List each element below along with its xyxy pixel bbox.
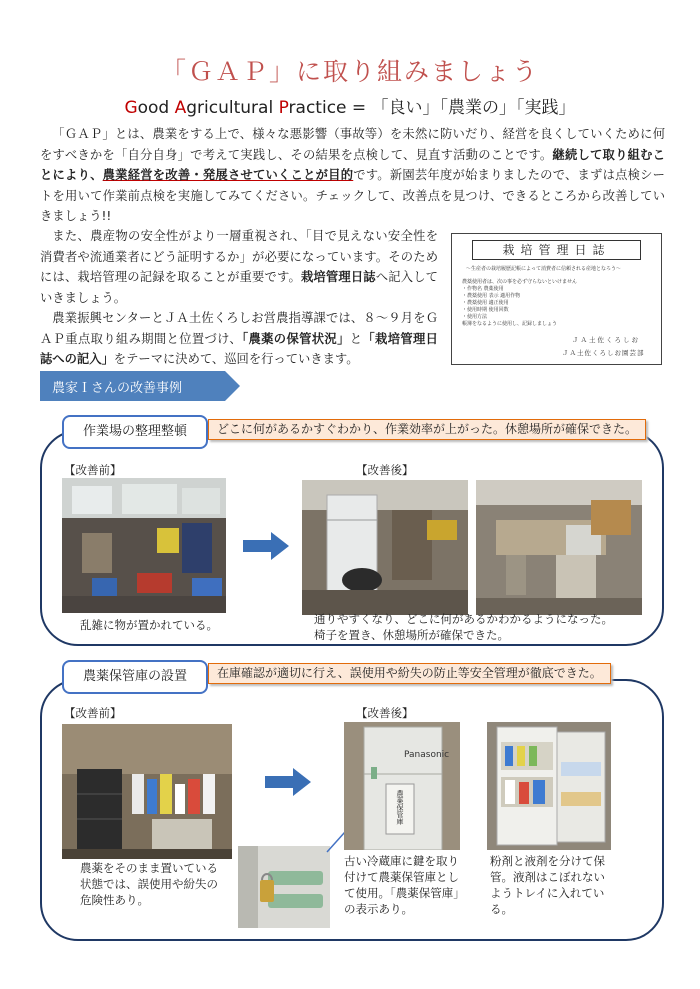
cultivation-diary-image bbox=[451, 233, 662, 365]
intro-paragraph-2 bbox=[40, 226, 438, 308]
workplace-after-caption-1: 通りやすくなり、どこに何があるかわかるようになった。 bbox=[314, 612, 613, 626]
arrow-right-icon bbox=[243, 532, 289, 560]
diary-title: 栽培管理日誌 bbox=[472, 240, 641, 260]
lock-closeup-photo bbox=[238, 846, 330, 928]
subtitle-prac: ractice bbox=[288, 98, 347, 118]
diary-line: 農薬使用者は、次の事を必ず守らないといけません bbox=[462, 279, 578, 285]
diary-line: ・農薬使用 適正使用 bbox=[462, 300, 509, 306]
intro-emphasis-1: 継続して取り組むことにより、 bbox=[40, 147, 665, 182]
workplace-after-photo-2 bbox=[476, 480, 642, 615]
fridge-interior-photo bbox=[487, 722, 611, 850]
after-label: 【改善後】 bbox=[356, 463, 414, 477]
intro-text: へ記入していきましょう。 bbox=[40, 270, 438, 305]
subtitle-agri: gricultural bbox=[186, 98, 279, 118]
intro-text: 「ＧＡＰ」とは、農業をする上で、様々な悪影響（事故等）を未然に防いだり、経営を良くしていくために何をすべきかを「自分自身」で考えて実践し、その結果を点検して、見直す活動のことです。 bbox=[40, 127, 665, 162]
diary-org-1: ＪＡ土佐くろしお bbox=[572, 336, 640, 344]
subtitle-g: G bbox=[124, 98, 138, 118]
subtitle-eq: = 「良い」「農業の」「実践」 bbox=[346, 98, 576, 118]
intro-emphasis-diary: 栽培管理日誌 bbox=[300, 270, 376, 284]
intro-paragraph-3 bbox=[40, 308, 438, 370]
intro-text: また、農産物の安全性がより一層重視され、「目で見えない安全性を消費者や流通業者にどう証明するか」が必要になっています。そのためには、栽培管理の記録を取ることが重要です。 bbox=[40, 229, 438, 284]
diary-line: ・作物名 農薬使用 bbox=[462, 286, 504, 292]
diary-org-2: ＪＡ土佐くろしお園芸部 bbox=[562, 349, 645, 357]
intro-text: です。新園芸年度が始まりましたので、まずは点検シートを用いて作業前点検を実施してみてください。チェックして、改善点を見つけ、できるところから改善していきましょう!! bbox=[40, 168, 665, 223]
section-storage-result: 在庫確認が適切に行え、誤使用や紛失の防止等安全管理が徹底できた。 bbox=[208, 663, 611, 684]
section-workplace-label: 作業場の整理整頓 bbox=[62, 415, 208, 449]
chemicals-before-caption: 農薬をそのまま置いている状態では、誤使用や紛失の危険性あり。 bbox=[80, 861, 218, 907]
intro-emphasis-2: 農業経営を改善・発展させていくことが目的 bbox=[102, 168, 354, 182]
section-storage-label: 農薬保管庫の設置 bbox=[62, 660, 208, 694]
fridge-label-text: 農薬保管庫 bbox=[396, 790, 404, 825]
arrow-right-icon bbox=[265, 768, 311, 796]
diary-line: ・農薬使用 表示 適用作物 bbox=[462, 293, 521, 299]
section-workplace-result: どこに何があるかすぐわかり、作業効率が上がった。休憩場所が確保できた。 bbox=[208, 419, 646, 440]
diary-line: 帳簿をなるように使用し、記録しましょう bbox=[462, 321, 558, 327]
subtitle-a: A bbox=[174, 98, 187, 118]
before-label: 【改善前】 bbox=[64, 706, 122, 720]
intro-paragraph-1 bbox=[40, 124, 665, 227]
subtitle-p: P bbox=[278, 98, 289, 118]
intro-emphasis-diary-entry: 「栽培管理日誌への記入」 bbox=[40, 331, 438, 366]
chemical-storage-fridge-photo bbox=[344, 722, 460, 850]
chemicals-before-photo bbox=[62, 724, 232, 859]
intro-text: と bbox=[349, 331, 363, 346]
storage-after-caption-1: 古い冷蔵庫に鍵を取り付けて農薬保管庫として使用。「農薬保管庫」の表示あり。 bbox=[344, 854, 459, 916]
diary-line: ・使用時期 使用回数 bbox=[462, 307, 509, 313]
diary-line: ・使用方法 bbox=[462, 314, 488, 320]
before-label: 【改善前】 bbox=[64, 463, 122, 477]
storage-after-caption-2: 粉剤と液剤を分けて保管。液剤はこぼれないようトレイに入れている。 bbox=[490, 854, 605, 916]
intro-text: 農業振興センターとＪＡ土佐くろしお営農指導課では、８～９月をＧＡＰ重点取り組み期間と位置づけ、 bbox=[40, 311, 438, 346]
intro-text: をテーマに決めて、巡回を行っていきます。 bbox=[113, 352, 359, 366]
case-banner-text: 農家Ｉさんの改善事例 bbox=[52, 381, 183, 396]
workplace-after-photo-1 bbox=[302, 480, 468, 615]
fridge-brand-text: Panasonic bbox=[404, 750, 450, 760]
workplace-before-caption: 乱雑に物が置かれている。 bbox=[80, 618, 218, 632]
workplace-after-caption-2: 椅子を置き、休憩場所が確保できた。 bbox=[314, 628, 510, 642]
diary-line: ～生産者の栽培履歴記帳によって消費者に信頼される産地となろう～ bbox=[466, 266, 622, 272]
intro-emphasis-storage: 「農薬の保管状況」 bbox=[241, 331, 350, 346]
after-label: 【改善後】 bbox=[356, 706, 414, 720]
page-subtitle bbox=[0, 93, 700, 118]
subtitle-good: ood bbox=[137, 98, 175, 118]
workplace-before-photo bbox=[62, 478, 226, 613]
page-title: 「ＧＡＰ」に取り組みましょう bbox=[160, 57, 539, 86]
